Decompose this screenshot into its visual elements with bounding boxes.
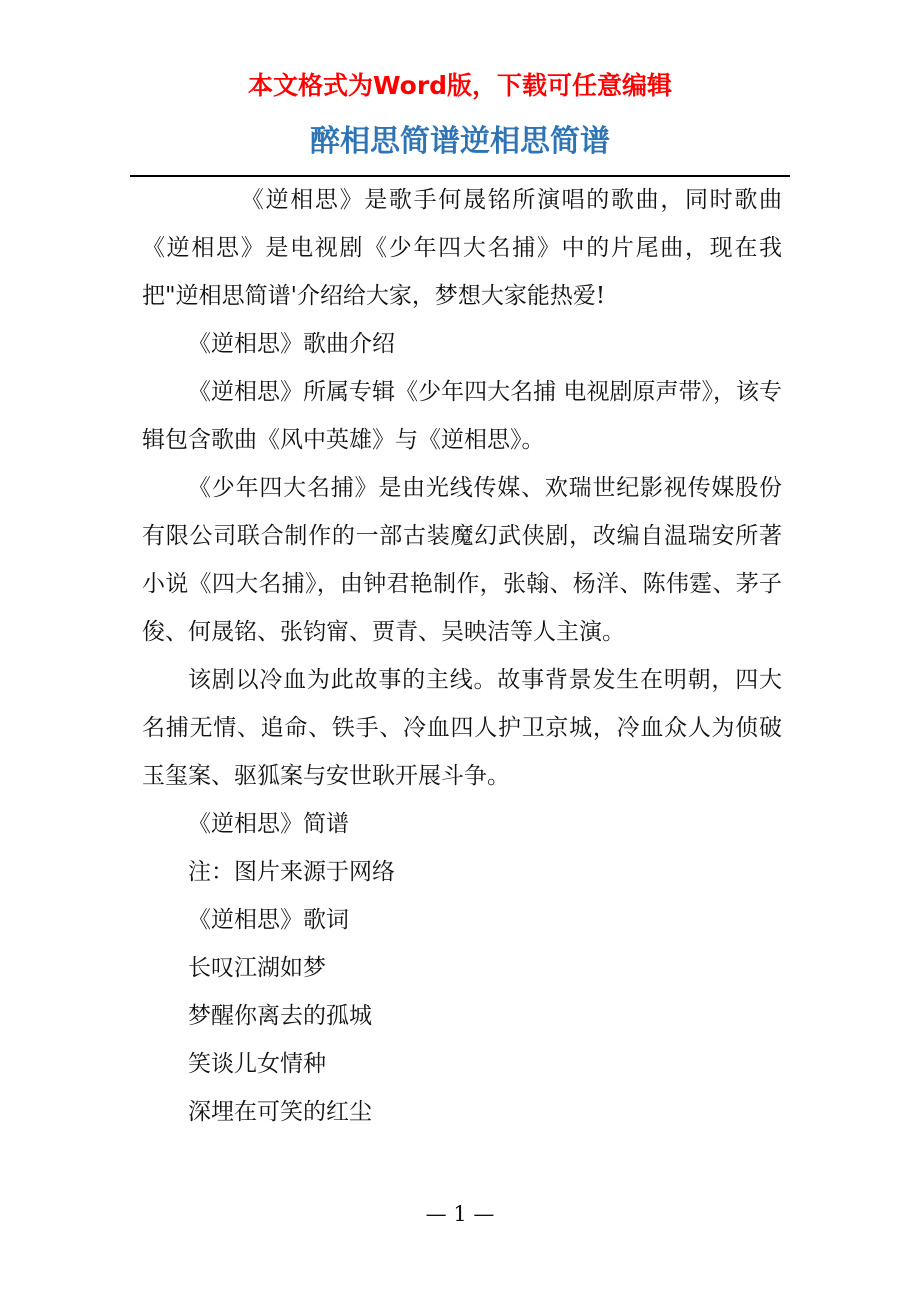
lyric-line: 梦醒你离去的孤城 [188,1003,372,1029]
section-heading-score: 《逆相思》简谱 [188,811,349,837]
plot-paragraph: 该剧以冷血为此故事的主线。故事背景发生在明朝，四大名捕无情、追命、铁手、冷血四人护卫京城，冷血众人为侦破玉玺案、驱狐案与安世耿开展斗争。 [142,667,782,789]
album-paragraph: 《逆相思》所属专辑《少年四大名捕 电视剧原声带》，该专辑包含歌曲《风中英雄》与《逆相思》。 [142,379,782,453]
document-body [142,176,782,1136]
section-heading-song-intro: 《逆相思》歌曲介绍 [188,331,395,357]
intro-paragraph: 《逆相思》是歌手何晟铭所演唱的歌曲，同时歌曲《逆相思》是电视剧《少年四大名捕》中的片尾曲，现在我把"逆相思简谱'介绍给大家，梦想大家能热爱! [142,187,782,309]
document-title: 醉相思简谱逆相思简谱 [310,124,610,159]
section-heading-lyrics: 《逆相思》歌词 [188,907,349,933]
lyric-line: 深埋在可笑的红尘 [188,1099,372,1125]
page-number: — 1 — [425,1202,495,1226]
image-source-note: 注：图片来源于网络 [188,859,395,885]
lyric-line: 长叹江湖如梦 [188,955,326,981]
lyric-line: 笑谈儿女情种 [188,1051,326,1077]
drama-paragraph: 《少年四大名捕》是由光线传媒、欢瑞世纪影视传媒股份有限公司联合制作的一部古装魔幻武侠剧，改编自温瑞安所著小说《四大名捕》，由钟君艳制作，张翰、杨洋、陈伟霆、茅子俊、何晟铭、张钧甯、贾青、吴映洁等人主演。 [142,475,782,645]
format-notice-banner: 本文格式为Word版，下载可任意编辑 [247,71,673,100]
